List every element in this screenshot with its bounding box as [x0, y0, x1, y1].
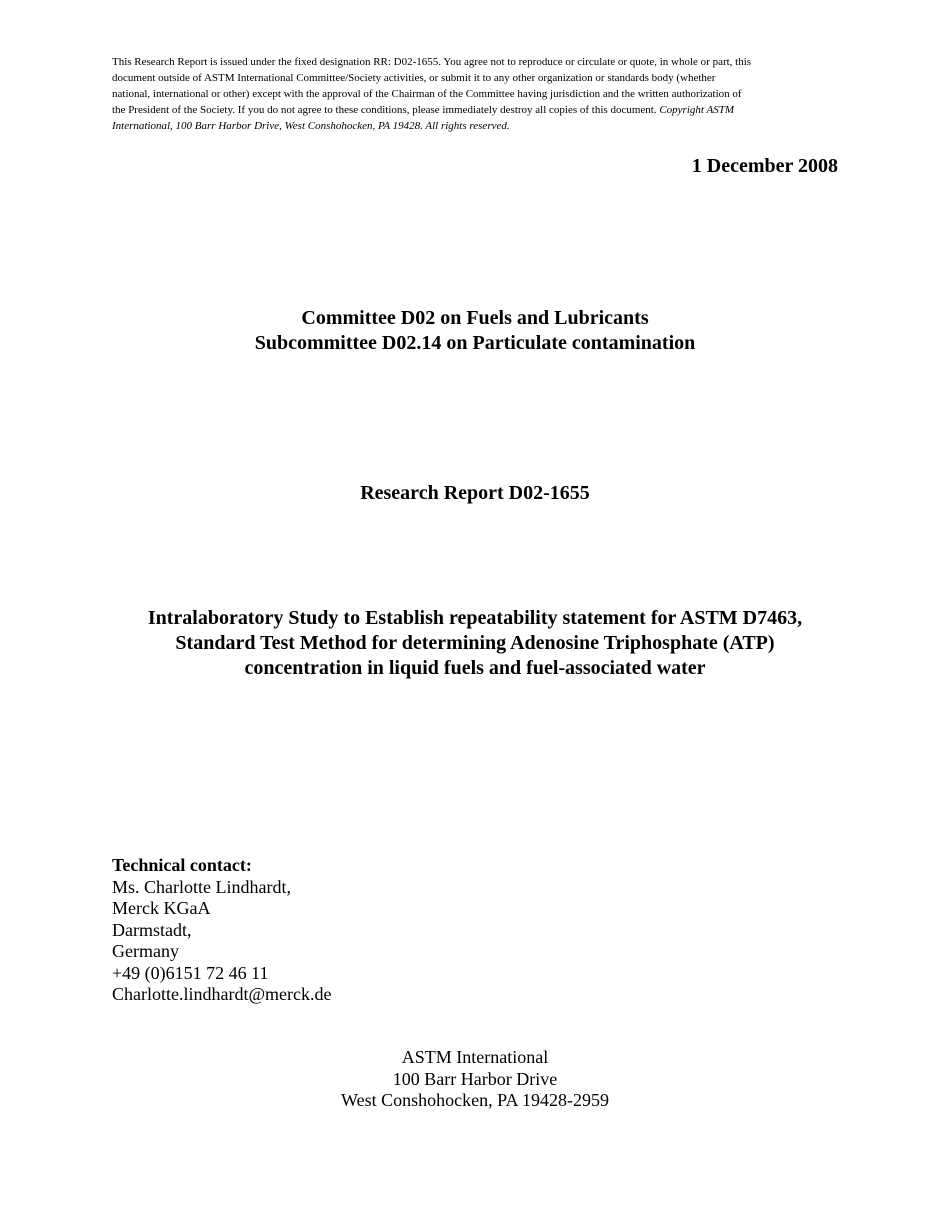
astm-name: ASTM International	[401, 1047, 549, 1067]
committee-name: Committee D02 on Fuels and Lubricants	[301, 307, 649, 329]
report-number: Research Report D02-1655	[360, 482, 590, 504]
subcommittee-name: Subcommittee D02.14 on Particulate contamination	[254, 332, 696, 354]
contact-city: Darmstadt,	[112, 919, 192, 940]
contact-email: Charlotte.lindhardt@merck.de	[112, 984, 332, 1004]
astm-street: 100 Barr Harbor Drive	[392, 1068, 558, 1089]
study-title-line: Intralaboratory Study to Establish repeatability statement for ASTM D7463,	[147, 607, 803, 629]
report-date: 1 December 2008	[691, 155, 838, 177]
contact-phone: +49 (0)6151 72 46 11	[112, 962, 269, 983]
notice-conditions-text: the President of the Society. If you do not agree to these conditions, please immediately destroy all copies of this document.	[112, 104, 657, 116]
notice-line: document outside of ASTM International Committee/Society activities, or submit it to any other organization or standards body (whether	[112, 72, 716, 84]
astm-address-block	[0, 1047, 950, 1112]
notice-line: This Research Report is issued under the fixed designation RR: D02-1655. You agree not to reproduce or circulate or quote, in whole or part, this	[112, 56, 752, 68]
notice-line-last	[112, 102, 832, 118]
technical-contact-heading: Technical contact:	[112, 855, 252, 875]
contact-name: Ms. Charlotte Lindhardt,	[112, 876, 291, 897]
copyright-text-part2: International, 100 Barr Harbor Drive, West Conshohocken, PA 19428. All rights reserved.	[112, 120, 510, 132]
copyright-notice	[112, 54, 832, 134]
astm-city: West Conshohocken, PA 19428-2959	[341, 1090, 609, 1110]
study-title-line: Standard Test Method for determining Adenosine Triphosphate (ATP)	[175, 632, 775, 654]
contact-company: Merck KGaA	[112, 898, 211, 918]
study-title	[0, 606, 950, 681]
technical-contact-block	[112, 855, 332, 1006]
notice-line: national, international or other) except with the approval of the Chairman of the Committee having jurisdiction and the written authorization of	[112, 88, 742, 100]
committee-heading	[0, 306, 950, 356]
study-title-line: concentration in liquid fuels and fuel-associated water	[244, 657, 706, 679]
contact-country: Germany	[112, 941, 179, 961]
copyright-text-part1: Copyright ASTM	[659, 104, 734, 116]
